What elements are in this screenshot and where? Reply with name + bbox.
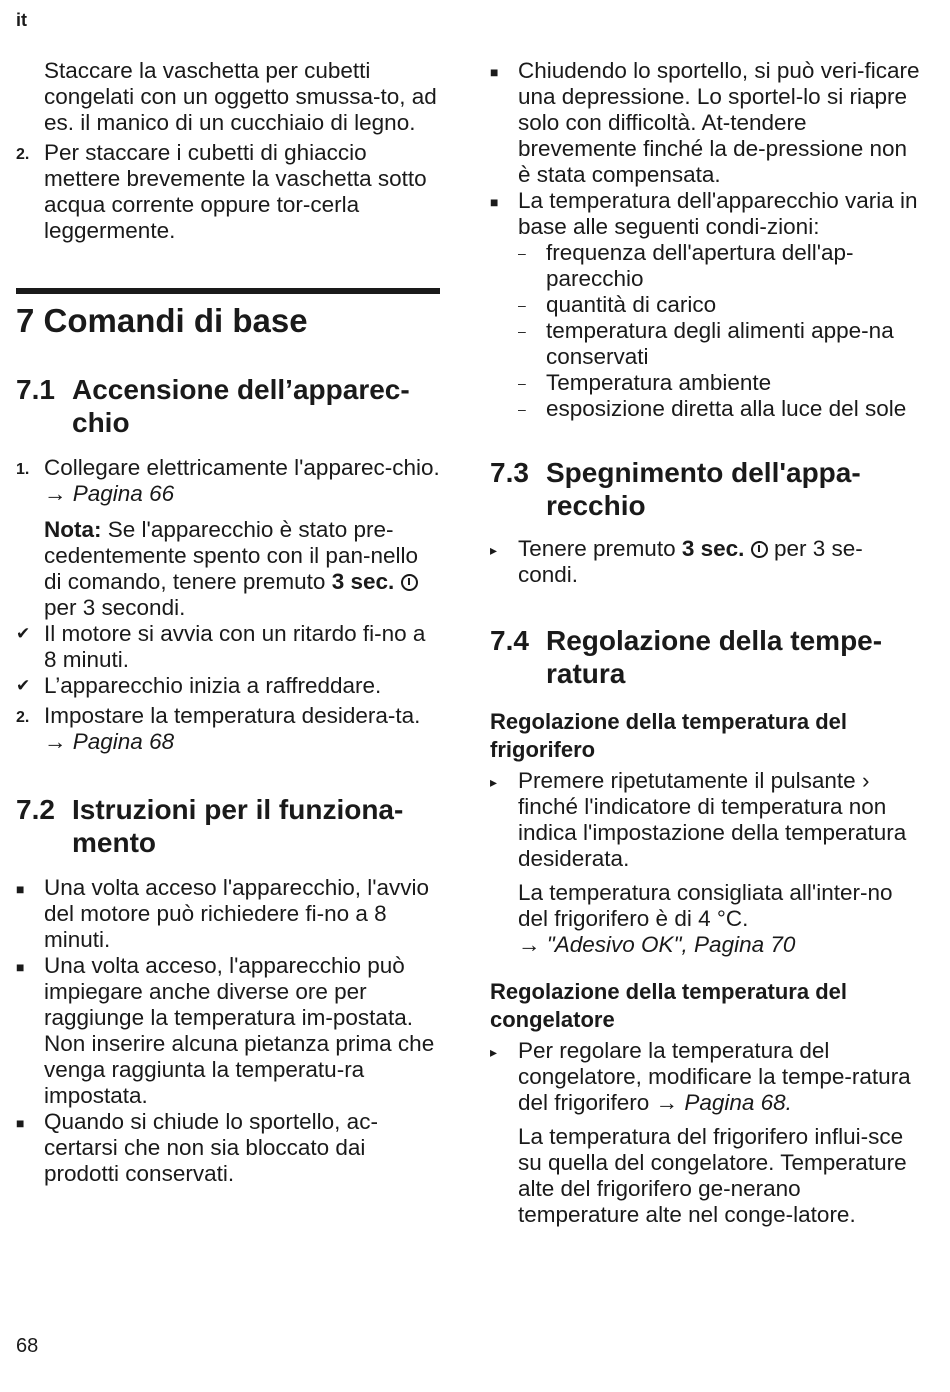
sub-list-item: [518, 318, 920, 370]
bullet-text-continued: Non inserire alcuna pietanza prima che venga raggiunta la temperatu-ra impostata.: [44, 1031, 435, 1108]
step-text: Per regolare la temperatura del congelatore, modificare la tempe-ratura del frigorifero: [518, 1038, 911, 1115]
section-heading-7-1: [16, 373, 440, 439]
list-item: [490, 58, 920, 188]
section-number: 7.4: [490, 625, 529, 656]
chapter-title: 7 Comandi di base: [16, 302, 308, 339]
result-text: Il motore si avvia con un ritardo fi-no a 8 minuti.: [44, 621, 426, 672]
section-heading-7-4: [490, 624, 920, 690]
subheading-freezer: Regolazione della temperatura del congelatore: [490, 979, 847, 1032]
dash-icon: –: [518, 375, 526, 391]
arrow-icon: →: [518, 932, 541, 957]
page-reference-link[interactable]: Pagina 68: [72, 729, 175, 754]
power-icon: [751, 541, 768, 558]
step-number: 2.: [16, 709, 30, 726]
triangle-bullet-icon: ▸: [490, 1044, 498, 1060]
arrow-icon: →: [655, 1090, 679, 1115]
list-item: [16, 953, 440, 1109]
note-text: La temperatura consigliata all'inter-no del frigorifero è di 4 °C.: [518, 880, 893, 931]
step-text: Tenere premuto: [518, 536, 676, 561]
note-end: per 3 secondi.: [44, 595, 186, 620]
triangle-bullet-icon: ▸: [490, 774, 498, 790]
sub-list-item: [518, 396, 920, 422]
left-column: [16, 58, 440, 1187]
step-text: Impostare la temperatura desidera-ta.: [44, 703, 421, 728]
sub-list-item: [518, 292, 920, 318]
arrow-icon: →: [44, 481, 67, 506]
right-column: [490, 58, 920, 1228]
bullet-text: La temperatura dell'apparecchio varia in base alle seguenti condi-zioni:: [518, 188, 918, 239]
step-text: Premere ripetutamente il pulsante: [518, 768, 856, 793]
condition-text: temperatura degli alimenti appe-na conservati: [546, 318, 894, 369]
note-paragraph: [16, 517, 440, 621]
step-number: 2.: [16, 146, 30, 163]
bullet-square-icon: ■: [16, 1115, 25, 1131]
check-icon: ✔: [16, 676, 31, 695]
condition-text: Temperatura ambiente: [546, 370, 772, 395]
section-heading-7-2: [16, 793, 440, 859]
section-title: Regolazione della tempe-ratura: [546, 625, 883, 689]
duration-text: 3 sec.: [681, 536, 745, 561]
list-item: [16, 673, 440, 699]
bullet-text: Una volta acceso l'apparecchio, l'avvio del motore può richiedere fi-no a 8 minuti.: [44, 875, 430, 952]
page-reference-link[interactable]: Pagina 66: [72, 481, 175, 506]
section-title: Istruzioni per il funziona-mento: [72, 794, 404, 858]
check-icon: ✔: [16, 624, 31, 643]
result-text: L’apparecchio inizia a raffreddare.: [44, 673, 382, 698]
section-heading-7-3: [490, 456, 920, 522]
list-item: [16, 140, 440, 244]
condition-text: esposizione diretta alla luce del sole: [546, 396, 907, 421]
note-label: Nota:: [44, 517, 102, 542]
bullet-text: Chiudendo lo sportello, si può veri-ficare una depressione. Lo sportel-lo si riapre solo con difficoltà. At-tendere brevemente finché la de-pressione non è stata compensata.: [518, 58, 920, 187]
bullet-square-icon: ■: [16, 881, 25, 897]
dash-icon: –: [518, 245, 526, 261]
dash-icon: –: [518, 323, 526, 339]
note-text: Se l'apparecchio è stato pre-cedentemente spento con il pan-nello di comando, tenere premuto: [44, 517, 419, 594]
page-reference-link[interactable]: "Adesivo OK", Pagina 70: [546, 932, 796, 957]
section-title: Spegnimento dell'appa-recchio: [546, 457, 861, 521]
note-duration: 3 sec.: [331, 569, 395, 594]
step-number: 1.: [16, 461, 30, 478]
page-number: 68: [16, 1335, 39, 1357]
bullet-text: Quando si chiude lo sportello, ac-certarsi che non sia bloccato dai prodotti conservati.: [44, 1109, 378, 1186]
chapter-rule: [16, 288, 440, 294]
step-text-end: per 3 se-condi.: [518, 536, 863, 587]
section-number: 7.3: [490, 457, 529, 488]
list-item: [16, 455, 440, 507]
section-title: Accensione dell’apparec-chio: [72, 374, 410, 438]
condition-text: quantità di carico: [546, 292, 717, 317]
page-reference-link[interactable]: Pagina 68.: [684, 1090, 792, 1115]
list-item: [490, 1038, 920, 1116]
list-item: [490, 188, 920, 422]
subheading-fridge: Regolazione della temperatura del frigorifero: [490, 709, 847, 762]
freezer-note: La temperatura del frigorifero influi-sce su quella del congelatore. Temperature alte del frigorifero ge-nerano temperature alte nel conge-latore.: [518, 1124, 907, 1227]
step-text-end: finché l'indicatore di temperatura non indica l'impostazione della temperatura desiderata.: [518, 794, 907, 871]
dash-icon: –: [518, 401, 526, 417]
list-item: [16, 621, 440, 673]
step-text: Collegare elettricamente l'apparec-chio.: [44, 455, 440, 480]
sub-list-item: [518, 370, 920, 396]
dash-icon: –: [518, 297, 526, 313]
language-code: it: [16, 10, 27, 30]
intro-text: Staccare la vaschetta per cubetti congelati con un oggetto smussa-to, ad es. il manico di un cucchiaio di legno.: [44, 58, 437, 135]
arrow-icon: →: [44, 729, 67, 754]
power-icon: [401, 574, 418, 591]
list-item: [16, 875, 440, 953]
condition-text: frequenza dell'apertura dell'ap-parecchio: [546, 240, 854, 291]
bullet-square-icon: ■: [490, 194, 499, 210]
sub-list-item: [518, 240, 920, 292]
bullet-text: Una volta acceso, l'apparecchio può impiegare anche diverse ore per raggiunge la temperatura im-postata.: [44, 953, 413, 1030]
list-item: [16, 1109, 440, 1187]
triangle-bullet-icon: ▸: [490, 542, 498, 558]
section-number: 7.1: [16, 374, 55, 405]
section-number: 7.2: [16, 794, 55, 825]
fridge-note: [490, 880, 920, 958]
list-item: [490, 768, 920, 872]
bullet-square-icon: ■: [490, 64, 499, 80]
chevron-right-icon: ›: [861, 768, 870, 793]
list-item: [490, 536, 920, 588]
bullet-square-icon: ■: [16, 959, 25, 975]
step-text: Per staccare i cubetti di ghiaccio mettere brevemente la vaschetta sotto acqua corrente oppure tor-cerla leggermente.: [44, 140, 427, 243]
list-item: [16, 703, 440, 755]
